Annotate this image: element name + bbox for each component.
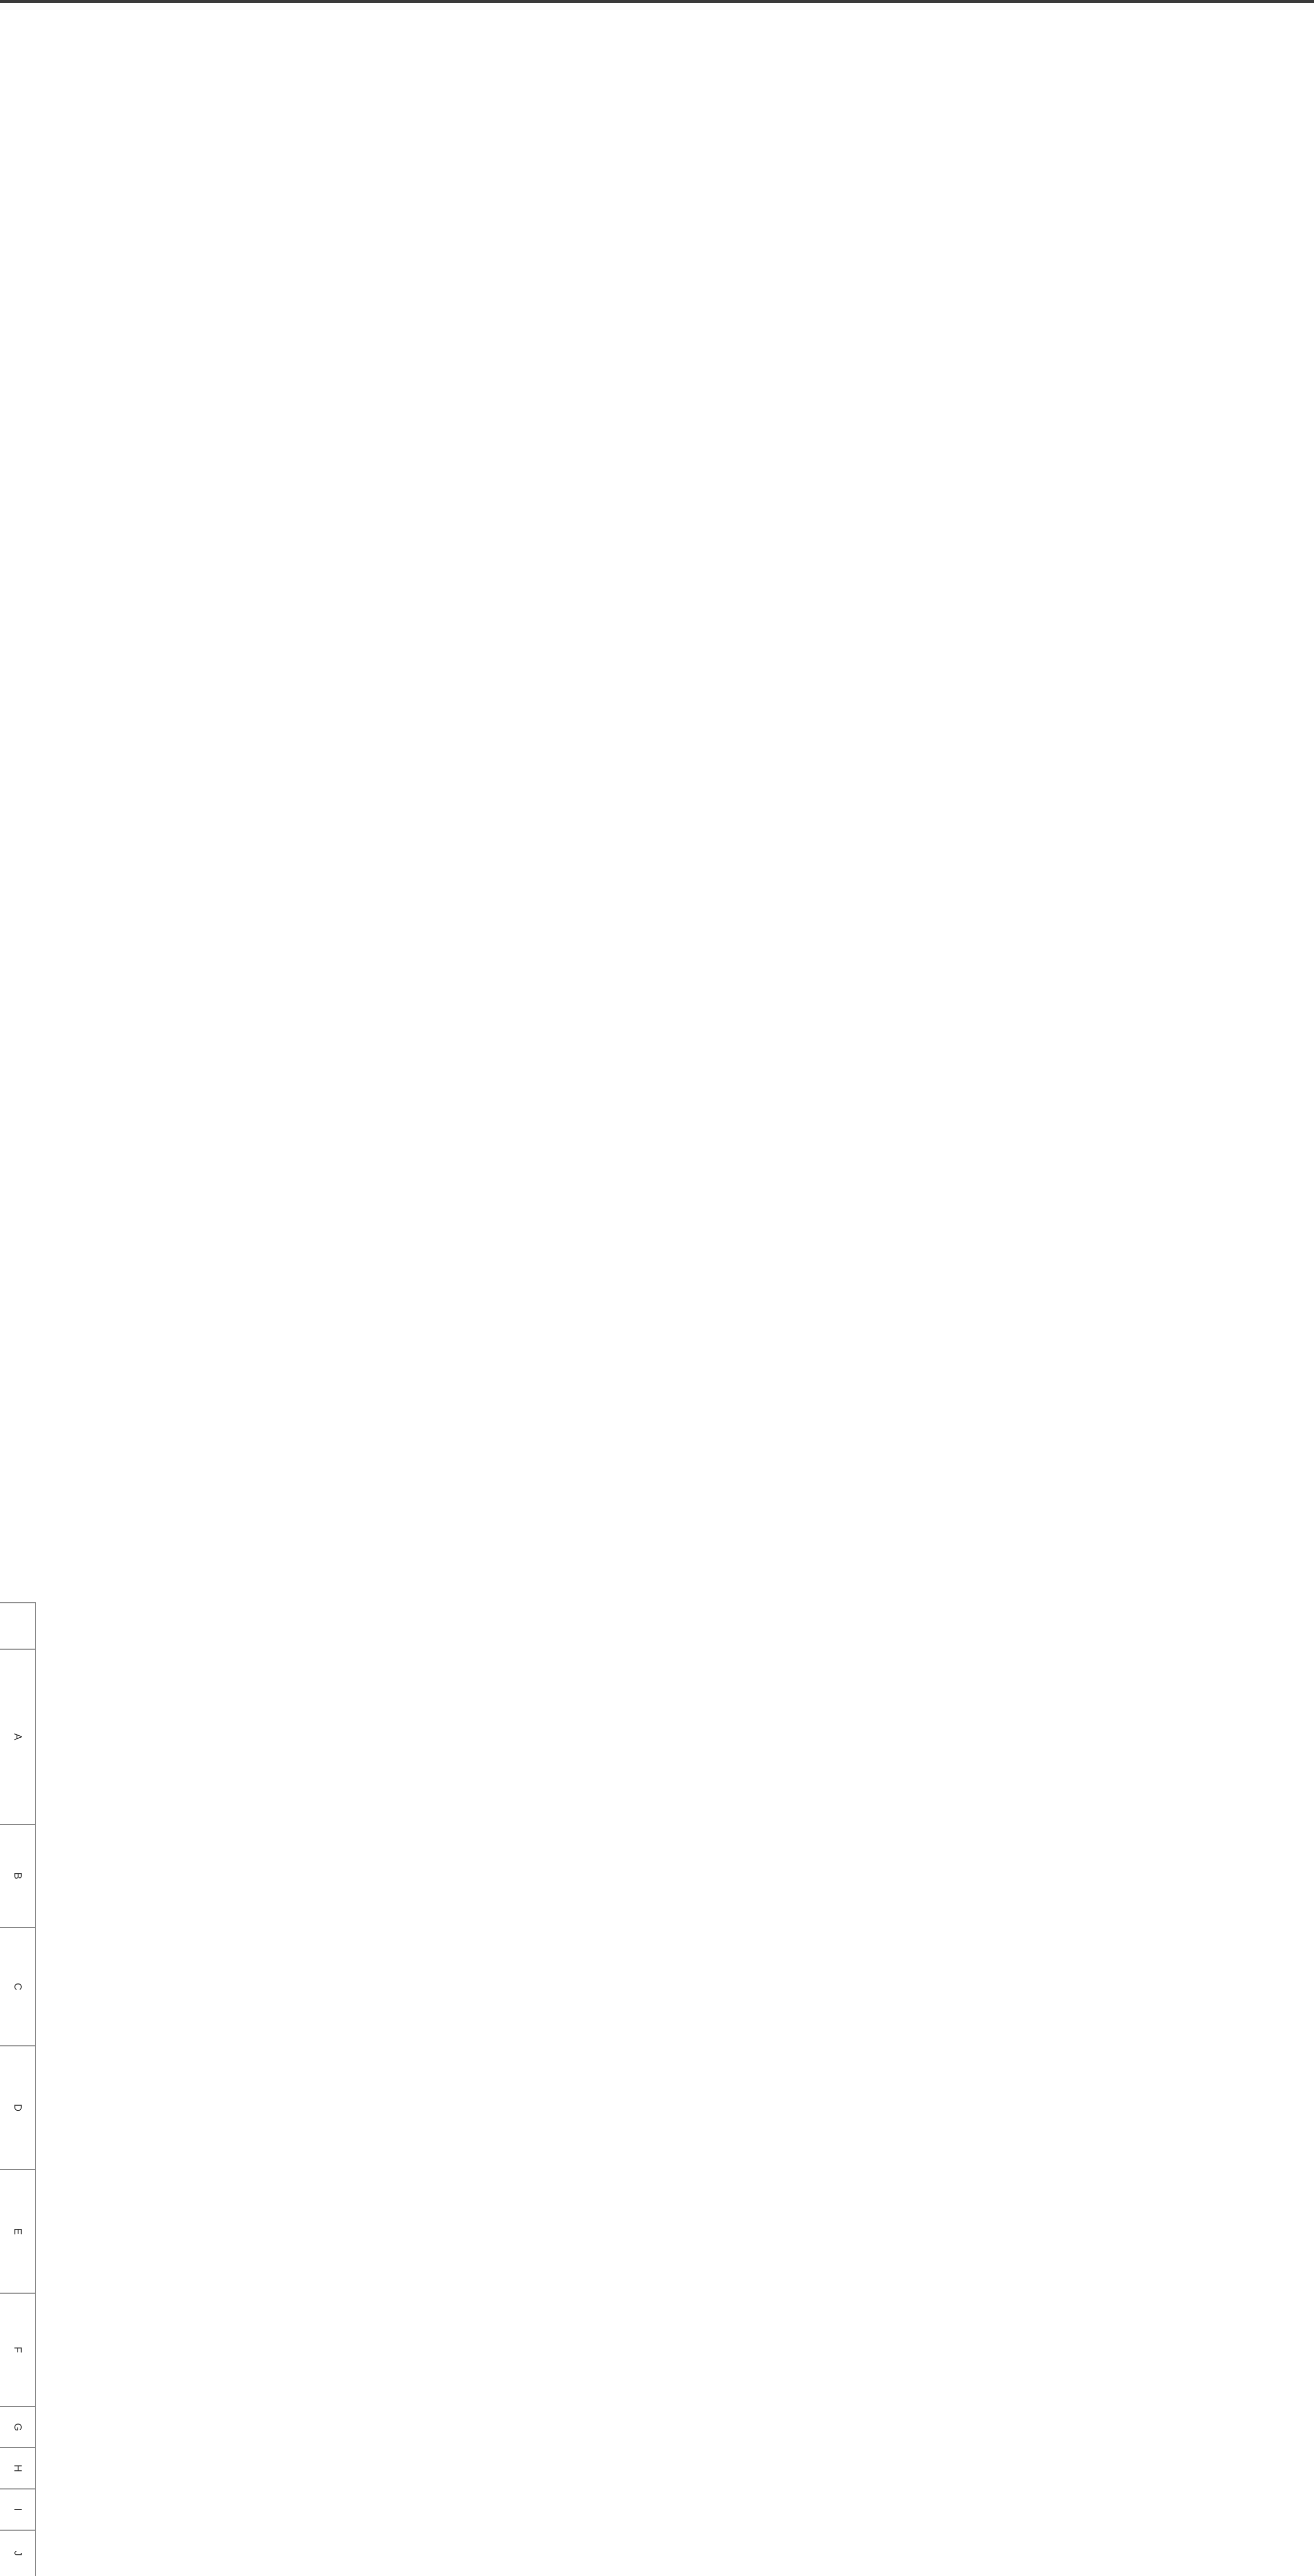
column-letter: F	[0, 2293, 36, 2406]
rotated-page	[0, 1602, 36, 2576]
cemetery-records-table	[0, 1602, 36, 2576]
column-letter: C	[0, 1927, 36, 2046]
column-letter: D	[0, 2046, 36, 2170]
row-number-corner	[0, 1603, 36, 1649]
column-letter-row	[0, 1603, 36, 2576]
column-letter: I	[0, 2489, 36, 2530]
column-letter: H	[0, 2448, 36, 2489]
column-letter: J	[0, 2530, 36, 2576]
column-letter: A	[0, 1649, 36, 1824]
column-letter: G	[0, 2406, 36, 2448]
top-border-line	[0, 0, 1314, 3]
column-letter: B	[0, 1824, 36, 1927]
column-letter: E	[0, 2170, 36, 2293]
